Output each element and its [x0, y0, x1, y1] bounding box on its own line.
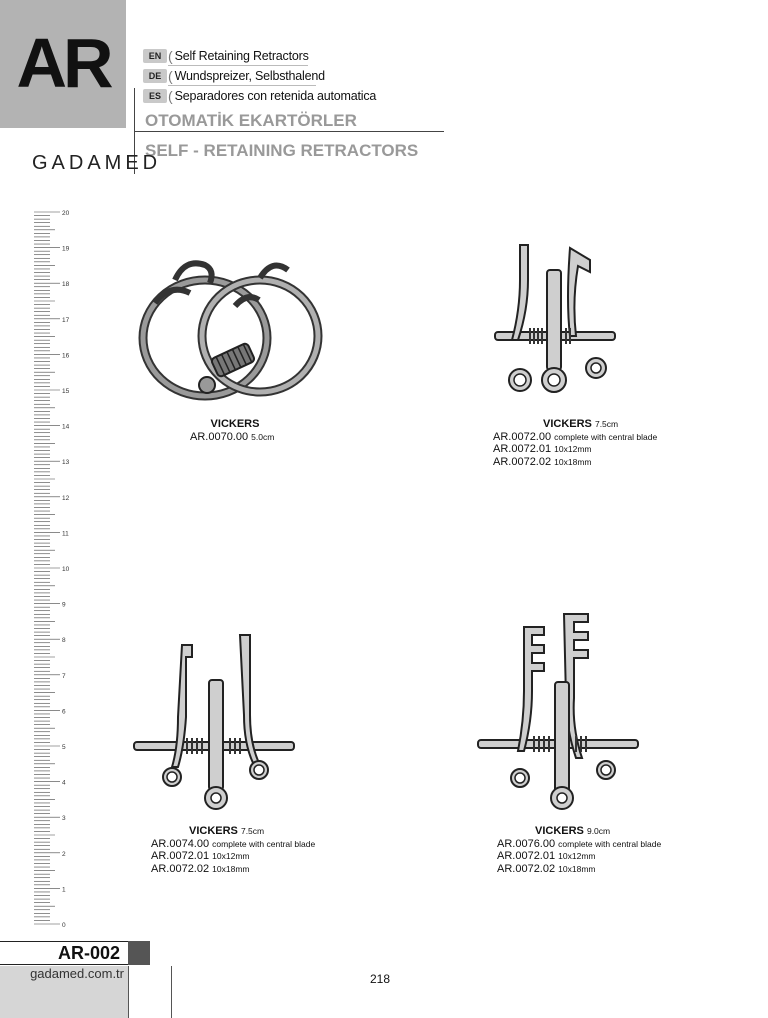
ruler-label: 13 — [62, 459, 70, 467]
product-caption — [151, 825, 315, 875]
ruler-label: 3 — [62, 815, 66, 823]
divider — [168, 85, 316, 86]
product-code: AR.0072.01 — [493, 443, 552, 455]
ruler-label: 18 — [62, 281, 70, 289]
ruler-label: 17 — [62, 316, 70, 324]
product-desc: 10x12mm — [212, 851, 250, 861]
measurement-ruler — [34, 210, 84, 930]
product-desc: complete with central blade — [212, 838, 316, 849]
ruler-label: 1 — [62, 886, 66, 894]
page-number: 218 — [370, 972, 391, 986]
product-name: VICKERS — [535, 825, 584, 837]
product-caption — [497, 825, 661, 875]
ruler-label: 16 — [62, 352, 70, 360]
product-desc: complete with central blade — [554, 431, 658, 442]
product-size: 7.5cm — [594, 419, 619, 429]
product-code: AR.0072.02 — [497, 862, 556, 875]
product-desc: 10x12mm — [554, 444, 592, 454]
lang-row-en — [143, 47, 309, 65]
ruler-label: 11 — [62, 530, 69, 538]
website-url: gadamed.com.tr — [30, 966, 124, 981]
ruler-label: 5 — [62, 744, 66, 751]
product-desc: complete with central blade — [558, 838, 662, 849]
product-code: AR.0072.01 — [151, 850, 210, 862]
product-size: 7.5cm — [240, 826, 265, 836]
product-code: AR.0072.02 — [151, 862, 210, 875]
footer-column — [147, 966, 172, 1018]
ruler-label: 12 — [62, 494, 70, 502]
vickers-retractor-central-blade-image — [492, 240, 622, 405]
ruler-label: 4 — [62, 779, 66, 787]
product-caption — [190, 418, 280, 443]
lang-tag: EN — [143, 49, 167, 63]
lang-tag: DE — [143, 69, 167, 83]
lang-text: Wundspreizer, Selbsthalend — [174, 69, 325, 83]
product-desc: 10x18mm — [212, 863, 250, 874]
ruler-label: 10 — [62, 566, 70, 573]
lang-text: Separadores con retenida automatica — [174, 89, 377, 103]
page-code: AR-002 — [0, 941, 128, 965]
ruler-label: 9 — [62, 601, 66, 609]
ruler-label: 7 — [62, 672, 66, 680]
product-code: AR.0072.01 — [497, 850, 556, 862]
product-code: AR.0074.00 — [151, 837, 210, 850]
vickers-retractor-double-hook-image — [132, 630, 297, 810]
bracket-icon: ( — [168, 68, 173, 84]
ruler-label: 6 — [62, 708, 66, 716]
ruler-label: 14 — [62, 423, 70, 431]
lang-tag: ES — [143, 89, 167, 103]
footer-accent — [128, 941, 150, 965]
page-title-en: SELF - RETAINING RETRACTORS — [145, 141, 419, 160]
product-code: AR.0072.02 — [493, 455, 552, 468]
ruler-labels — [62, 210, 70, 929]
bracket-icon: ( — [168, 48, 173, 64]
product-caption — [493, 418, 657, 468]
product-code: AR.0072.00 — [493, 430, 552, 443]
product-size: 9.0cm — [586, 826, 611, 836]
lang-row-de — [143, 67, 325, 85]
ruler-ticks — [34, 212, 60, 924]
product-desc: 10x18mm — [554, 456, 592, 467]
product-desc: 5.0cm — [251, 431, 275, 442]
vickers-retractor-rake-image — [476, 612, 641, 812]
ruler-label: 8 — [62, 637, 66, 645]
brand-logo: GADAMED — [32, 152, 162, 174]
product-desc: 10x12mm — [558, 851, 596, 861]
vickers-ring-retractor-image — [135, 248, 330, 408]
ruler-label: 0 — [62, 922, 66, 929]
lang-row-es — [143, 87, 376, 105]
ruler-label: 19 — [62, 245, 70, 253]
divider — [168, 65, 308, 66]
product-desc: 10x18mm — [558, 863, 596, 874]
product-name: VICKERS — [210, 418, 260, 430]
divider — [134, 131, 444, 132]
category-code: AR — [16, 24, 110, 102]
ruler-label: 20 — [62, 210, 70, 217]
ruler-label: 15 — [62, 388, 70, 395]
product-code: AR.0070.00 — [190, 430, 249, 443]
product-code: AR.0076.00 — [497, 837, 556, 850]
page-title-tr: OTOMATİK EKARTÖRLER — [145, 111, 357, 130]
footer-column — [128, 966, 148, 1018]
bracket-icon: ( — [168, 88, 173, 104]
product-name: VICKERS — [189, 825, 238, 837]
lang-text: Self Retaining Retractors — [174, 49, 309, 63]
ruler-label: 2 — [62, 850, 66, 858]
product-name: VICKERS — [543, 418, 592, 430]
